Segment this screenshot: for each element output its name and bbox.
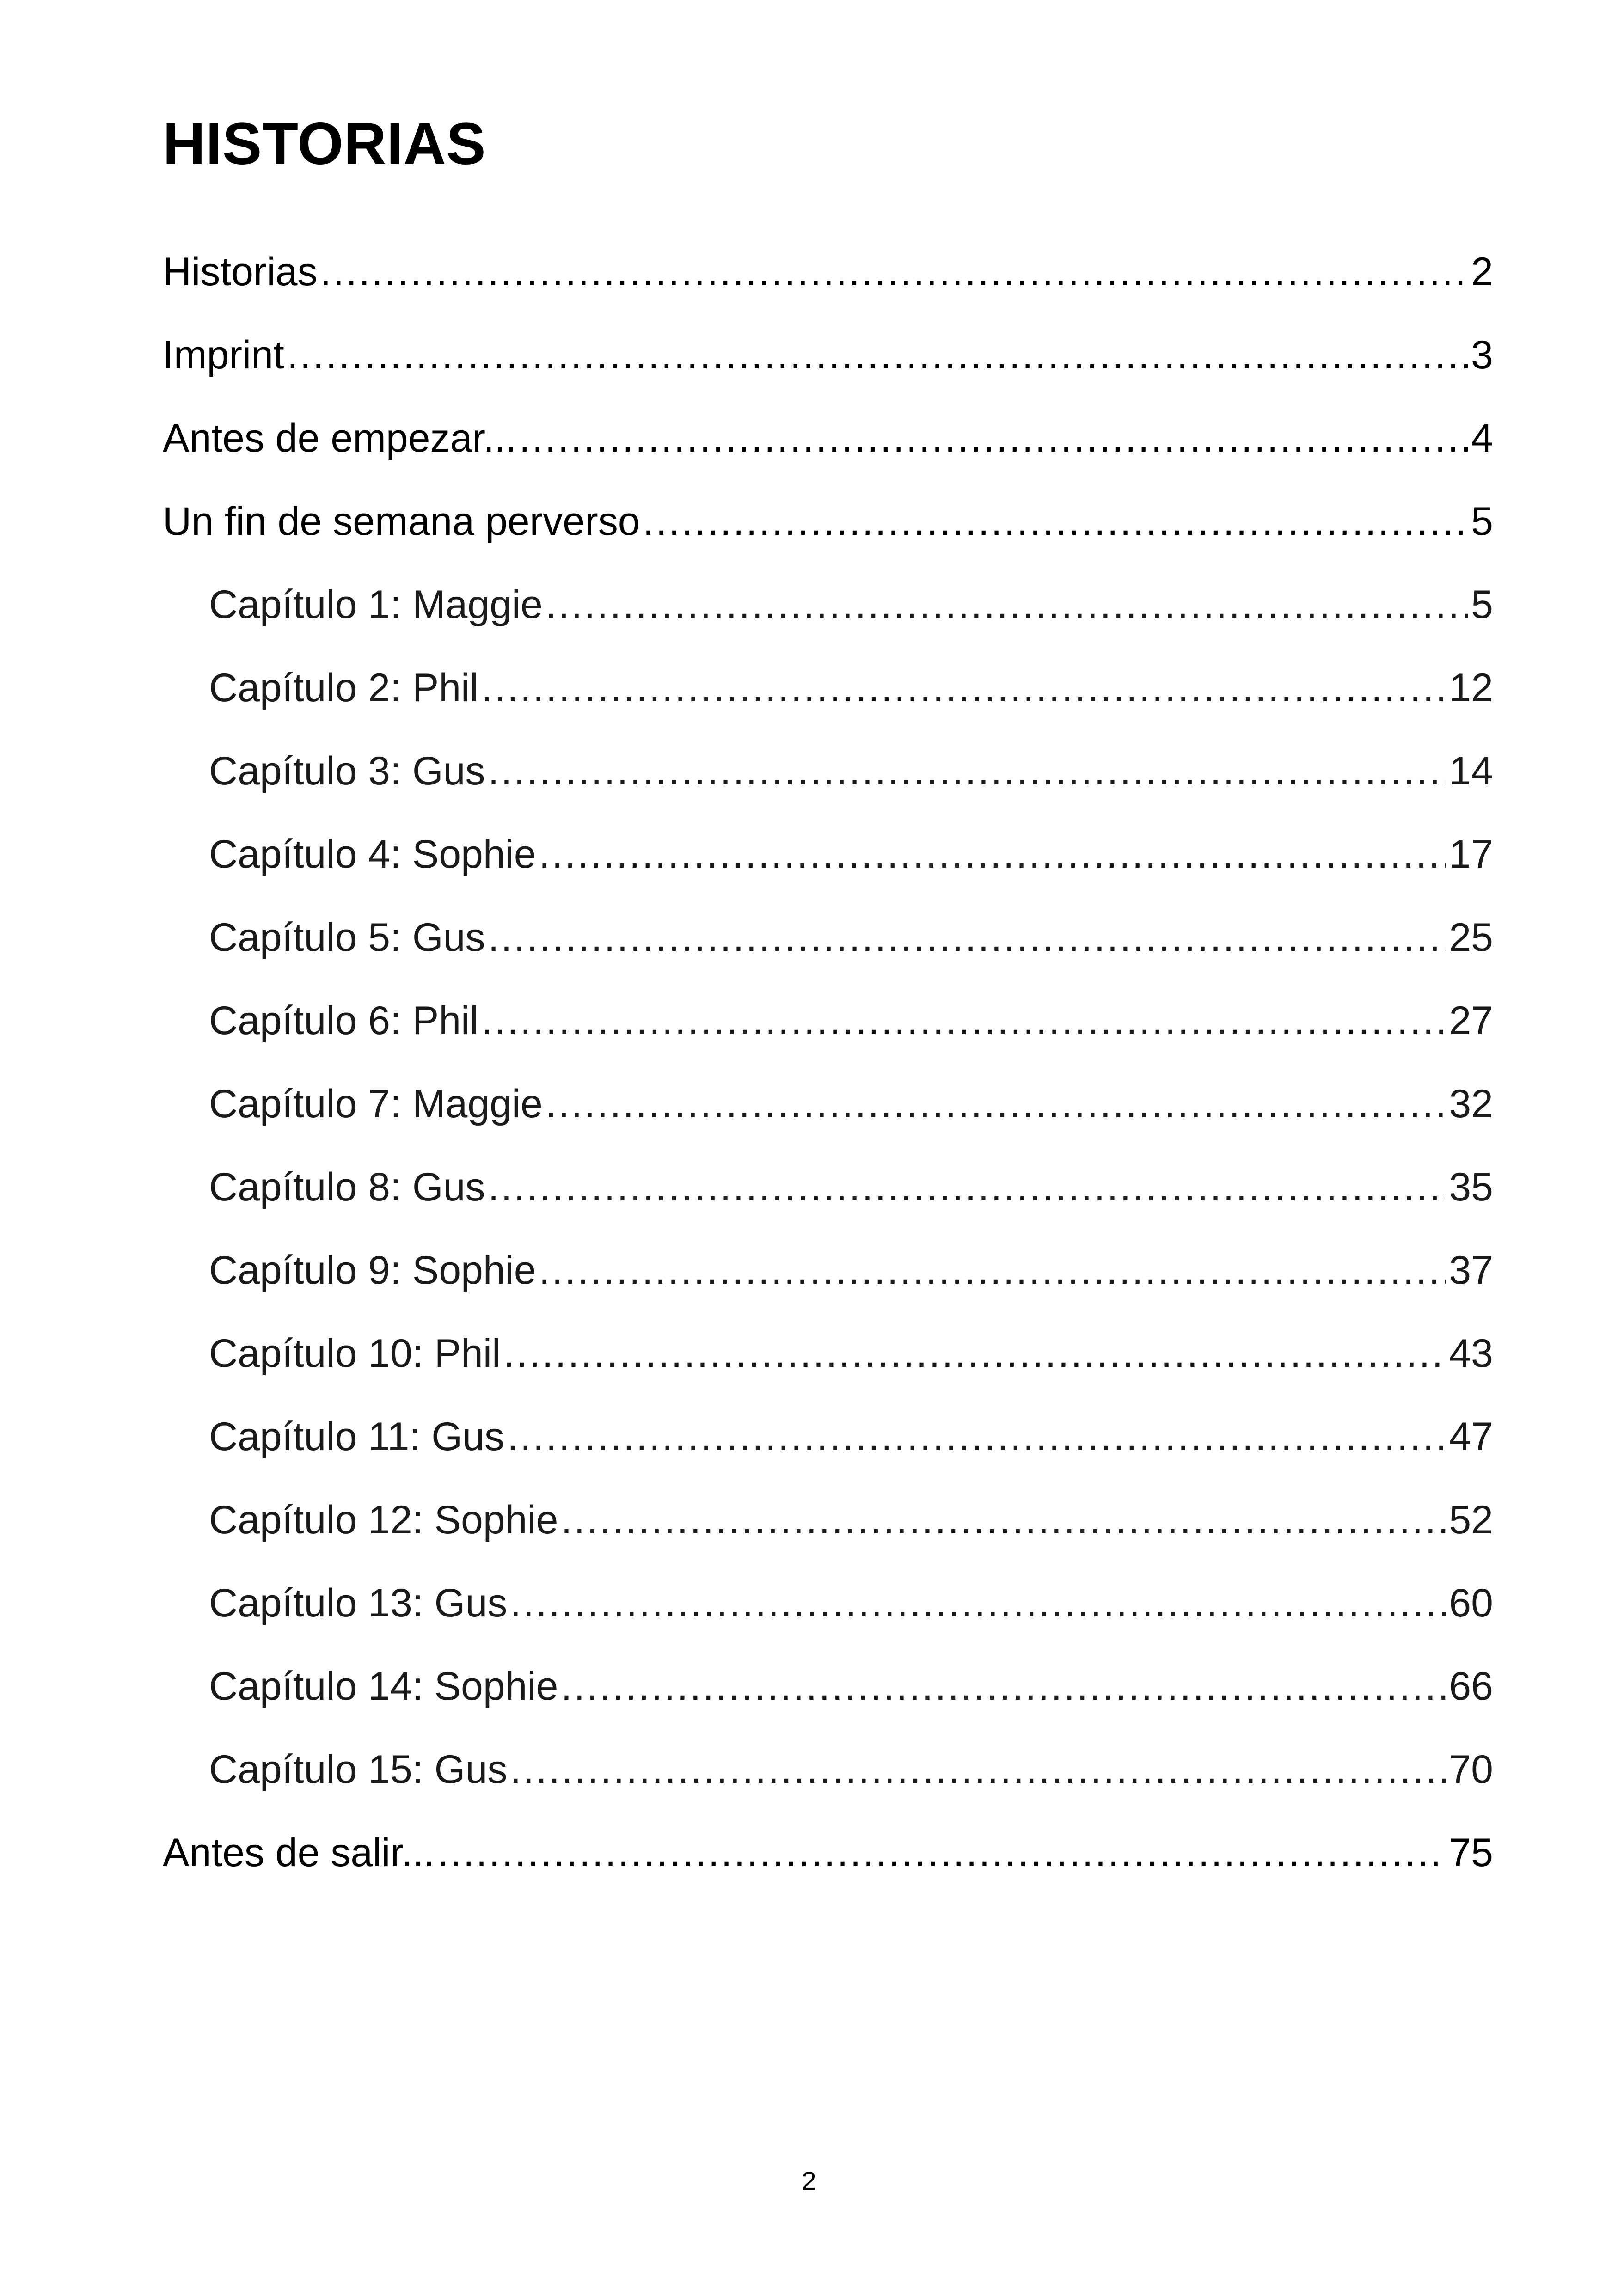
toc-entry-page: 47 — [1449, 1417, 1493, 1459]
toc-entry-page: 12 — [1449, 668, 1493, 710]
toc-entry-label: Un fin de semana perverso — [163, 502, 640, 544]
toc-entry-page: 35 — [1449, 1167, 1493, 1209]
toc-dot-leader — [519, 418, 1468, 458]
toc-subentry[interactable] — [163, 585, 1493, 668]
toc-dot-leader — [437, 1833, 1446, 1873]
toc-entry-page: 66 — [1449, 1666, 1493, 1708]
toc-entry-page: 60 — [1449, 1583, 1493, 1625]
toc-dot-leader — [539, 1250, 1446, 1290]
toc-dot-leader — [488, 918, 1446, 957]
toc-dot-leader — [481, 668, 1446, 708]
toc-entry-label: Capítulo 15: Gus — [209, 1750, 508, 1792]
toc-subentry[interactable] — [163, 1084, 1493, 1167]
toc-subentry[interactable] — [163, 751, 1493, 834]
toc-entry-label: Capítulo 8: Gus — [209, 1167, 485, 1209]
toc-dot-leader — [320, 252, 1469, 292]
toc-subentry[interactable] — [163, 1334, 1493, 1417]
toc-subentry[interactable] — [163, 1417, 1493, 1500]
toc-entry-page: 5 — [1471, 585, 1493, 627]
toc-entry-page: 3 — [1471, 335, 1493, 377]
toc-entry-page: 4 — [1471, 418, 1493, 460]
toc-entry-page: 43 — [1449, 1334, 1493, 1376]
toc-dot-leader — [510, 1583, 1446, 1623]
page-title: HISTORIAS — [163, 111, 486, 177]
toc-subentry[interactable] — [163, 1750, 1493, 1833]
toc-entry-label: Capítulo 14: Sophie — [209, 1666, 558, 1708]
toc-entry[interactable] — [163, 418, 1493, 502]
toc-entry-label: Capítulo 7: Maggie — [209, 1084, 543, 1126]
toc-entry[interactable] — [163, 252, 1493, 335]
toc-entry-page: 17 — [1449, 834, 1493, 876]
toc-dot-leader — [510, 1750, 1446, 1789]
toc-entry-label: Capítulo 12: Sophie — [209, 1500, 558, 1542]
toc-dot-leader — [539, 834, 1446, 874]
toc-dot-leader — [561, 1500, 1446, 1540]
toc-dot-leader — [488, 1167, 1446, 1207]
toc-entry-page: 70 — [1449, 1750, 1493, 1792]
toc-subentry[interactable] — [163, 1001, 1493, 1084]
toc-entry-label: Capítulo 11: Gus — [209, 1417, 504, 1459]
toc-entry-label: Capítulo 1: Maggie — [209, 585, 543, 627]
toc-entry-label: Capítulo 9: Sophie — [209, 1250, 536, 1292]
toc-dot-leader — [507, 1417, 1446, 1457]
toc-entry-label: Capítulo 10: Phil — [209, 1334, 501, 1376]
toc-subentry[interactable] — [163, 1666, 1493, 1750]
toc-entry-label: Capítulo 13: Gus — [209, 1583, 508, 1625]
toc-entry-label: Capítulo 3: Gus — [209, 751, 485, 793]
toc-subentry[interactable] — [163, 668, 1493, 751]
toc-entry-label: Imprint — [163, 335, 284, 377]
toc-entry-page: 5 — [1471, 502, 1493, 544]
toc-entry-page: 32 — [1449, 1084, 1493, 1126]
toc-subentry[interactable] — [163, 834, 1493, 918]
toc-entry[interactable] — [163, 335, 1493, 418]
toc-entry-label: Capítulo 4: Sophie — [209, 834, 536, 876]
toc-entry-page: 52 — [1449, 1500, 1493, 1542]
toc-entry[interactable] — [163, 502, 1493, 585]
table-of-contents — [163, 252, 1493, 1916]
toc-entry-label: Capítulo 6: Phil — [209, 1001, 479, 1043]
toc-entry[interactable] — [163, 1833, 1493, 1916]
toc-subentry[interactable] — [163, 1500, 1493, 1583]
toc-entry-page: 27 — [1449, 1001, 1493, 1043]
toc-subentry[interactable] — [163, 918, 1493, 1001]
toc-entry-page: 37 — [1449, 1250, 1493, 1292]
toc-dot-leader — [503, 1334, 1446, 1373]
toc-dot-leader — [488, 751, 1446, 791]
toc-entry-page: 75 — [1449, 1833, 1493, 1875]
toc-entry-label: Capítulo 2: Phil — [209, 668, 479, 710]
toc-subentry[interactable] — [163, 1250, 1493, 1334]
toc-entry-page: 14 — [1449, 751, 1493, 793]
toc-entry-label: Antes de empezar... — [163, 418, 516, 460]
toc-dot-leader — [545, 585, 1468, 625]
toc-dot-leader — [481, 1001, 1446, 1041]
toc-subentry[interactable] — [163, 1167, 1493, 1250]
toc-entry-label: Capítulo 5: Gus — [209, 918, 485, 960]
toc-entry-page: 2 — [1471, 252, 1493, 294]
toc-subentry[interactable] — [163, 1583, 1493, 1666]
toc-dot-leader — [561, 1666, 1446, 1706]
toc-dot-leader — [287, 335, 1468, 375]
toc-dot-leader — [643, 502, 1469, 541]
toc-entry-page: 25 — [1449, 918, 1493, 960]
footer-page-number: 2 — [802, 2166, 816, 2195]
toc-entry-label: Historias — [163, 252, 318, 294]
toc-dot-leader — [545, 1084, 1446, 1124]
toc-entry-label: Antes de salir... — [163, 1833, 435, 1875]
